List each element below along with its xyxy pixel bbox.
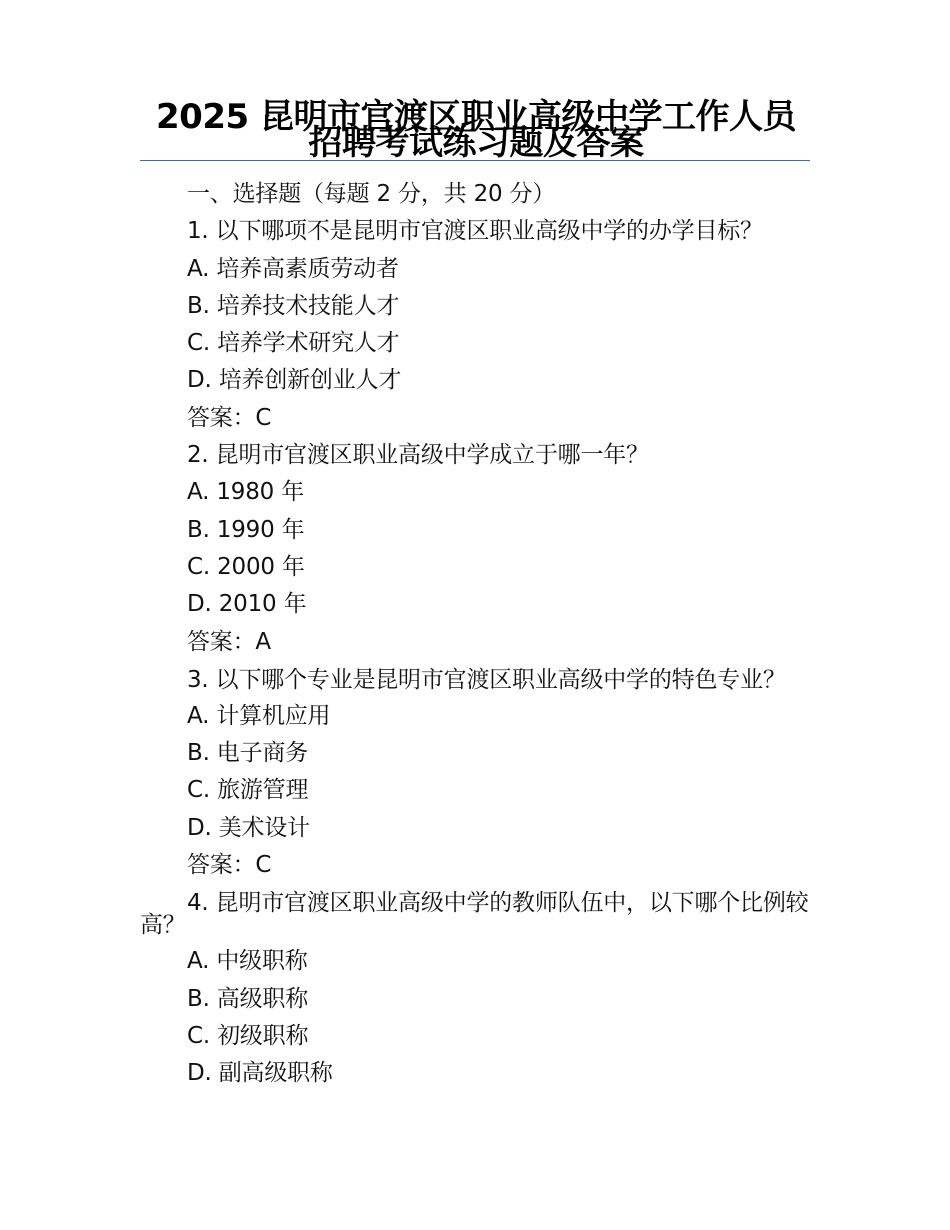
question-3 <box>140 661 812 884</box>
document-body <box>140 176 812 1093</box>
document-title: 2025 昆明市官渡区职业高级中学工作人员招聘考试练习题及答案 <box>156 97 796 163</box>
option-c: C. 2000 年 <box>187 553 305 580</box>
answer: 答案：C <box>187 852 272 879</box>
option-d: D. 培养创新创业人才 <box>187 367 402 394</box>
option-b: B. 1990 年 <box>187 516 305 543</box>
question-stem: 4. 昆明市官渡区职业高级中学的教师队伍中，以下哪个比例较高？ <box>140 890 809 939</box>
option-d: D. 美术设计 <box>187 814 310 841</box>
question-stem: 1. 以下哪项不是昆明市官渡区职业高级中学的办学目标？ <box>187 218 763 245</box>
option-a: A. 培养高素质劳动者 <box>187 255 399 282</box>
option-b: B. 电子商务 <box>187 740 309 767</box>
question-stem: 3. 以下哪个专业是昆明市官渡区职业高级中学的特色专业？ <box>187 666 786 693</box>
question-1 <box>140 213 812 437</box>
option-d: D. 2010 年 <box>187 591 307 618</box>
question-stem: 2. 昆明市官渡区职业高级中学成立于哪一年？ <box>187 442 649 469</box>
answer: 答案：C <box>187 404 272 431</box>
option-a: A. 中级职称 <box>187 948 308 975</box>
option-b: B. 培养技术技能人才 <box>187 292 400 319</box>
title-divider <box>140 160 810 161</box>
option-c: C. 旅游管理 <box>187 777 309 804</box>
answer: 答案：A <box>187 628 271 655</box>
option-d: D. 副高级职称 <box>187 1060 333 1087</box>
option-a: A. 1980 年 <box>187 479 304 506</box>
question-2 <box>140 437 812 661</box>
option-c: C. 初级职称 <box>187 1022 309 1049</box>
option-a: A. 计算机应用 <box>187 702 331 729</box>
option-b: B. 高级职称 <box>187 985 309 1012</box>
section-heading: 一、选择题（每题 2 分，共 20 分） <box>187 181 556 207</box>
question-4 <box>140 884 812 1092</box>
option-c: C. 培养学术研究人才 <box>187 330 400 357</box>
